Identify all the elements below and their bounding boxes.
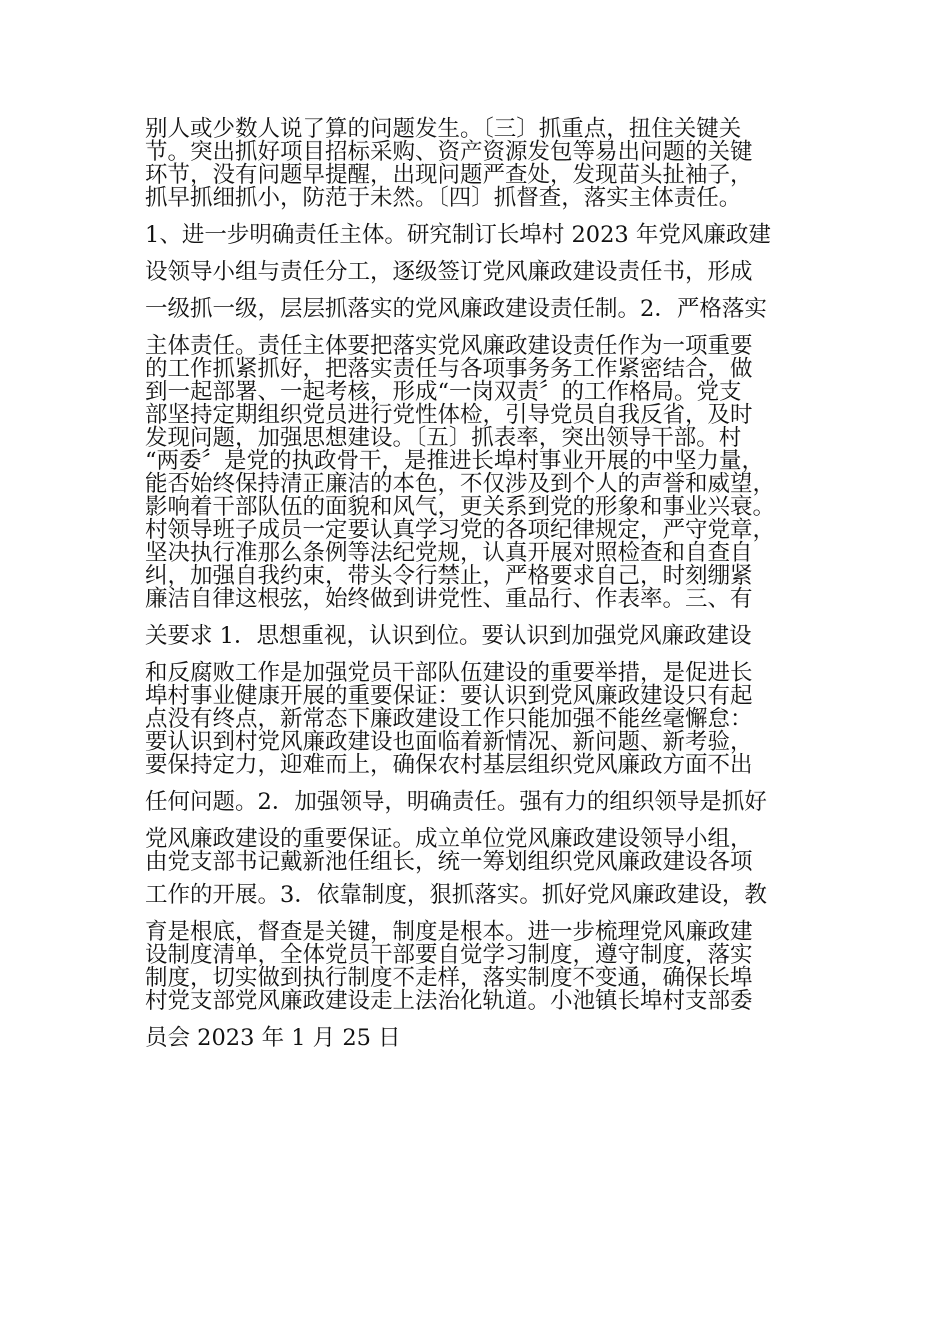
text-line: 抓早抓细抓小，防范于未然。〔四〕抓督查，落实主体责任。 — [145, 185, 742, 211]
text-line: 主体责任。责任主体要把落实党风廉政建设责任作为一项重要 — [145, 333, 753, 359]
text-line: 工作的开展。3．依靠制度，狠抓落实。抓好党风廉政建设，教 — [145, 882, 767, 908]
text-line: 村党支部党风廉政建设走上法治化轨道。小池镇长埠村支部委 — [145, 988, 753, 1014]
text-line: 党风廉政建设的重要保证。成立单位党风廉政建设领导小组， — [145, 826, 753, 852]
text-line: 部坚持定期组织党员进行党性体检，引导党员自我反省，及时 — [145, 402, 753, 428]
text-line: 任何问题。2．加强领导，明确责任。强有力的组织领导是抓好 — [145, 789, 767, 815]
text-line: 能否始终保持清正廉洁的本色，不仅涉及到个人的声誉和威望， — [145, 471, 776, 497]
text-line: 制度，切实做到执行制度不走样，落实制度不变通，确保长埠 — [145, 965, 753, 991]
text-line: 设领导小组与责任分工，逐级签订党风廉政建设责任书，形成 — [145, 259, 753, 285]
text-line: 纠，加强自我约束，带头令行禁止，严格要求自己，时刻绷紧 — [145, 563, 753, 589]
text-line: “两委〞是党的执政骨干，是推进长埠村事业开展的中坚力量， — [145, 448, 765, 474]
text-line: 影响着干部队伍的面貌和风气，更关系到党的形象和事业兴衰。 — [145, 494, 776, 520]
text-line: 别人或少数人说了算的问题发生。〔三〕抓重点，扭住关键关 — [145, 116, 742, 142]
text-line: 员会 2023 年 1 月 25 日 — [145, 1025, 401, 1051]
text-line: 廉洁自律这根弦，始终做到讲党性、重品行、作表率。三、有 — [145, 586, 753, 612]
text-line: 设制度清单，全体党员干部要自觉学习制度，遵守制度，落实 — [145, 942, 753, 968]
text-line: 要认识到村党风廉政建设也面临着新情况、新问题、新考验， — [145, 729, 753, 755]
text-line: 关要求 1．思想重视，认识到位。要认识到加强党风廉政建设 — [145, 623, 752, 649]
text-line: 节。突出抓好项目招标采购、资产资源发包等易出问题的关键 — [145, 139, 753, 165]
text-line: 的工作抓紧抓好，把落实责任与各项事务务工作紧密结合，做 — [145, 356, 753, 382]
text-line: 到一起部署、一起考核，形成“一岗双责〞的工作格局。党支 — [145, 379, 742, 405]
text-line: 要保持定力，迎难而上，确保农村基层组织党风廉政方面不出 — [145, 752, 753, 778]
text-line: 一级抓一级，层层抓落实的党风廉政建设责任制。2．严格落实 — [145, 296, 767, 322]
text-line: 1、进一步明确责任主体。研究制订长埠村 2023 年党风廉政建 — [145, 222, 771, 248]
text-line: 点没有终点，新常态下廉政建设工作只能加强不能丝毫懈怠： — [145, 706, 753, 732]
text-line: 育是根底，督查是关键，制度是根本。进一步梳理党风廉政建 — [145, 919, 753, 945]
text-line: 村领导班子成员一定要认真学习党的各项纪律规定，严守党章， — [145, 517, 776, 543]
text-line: 环节，没有问题早提醒，出现问题严查处，发现苗头扯袖子， — [145, 162, 753, 188]
document-body-text — [145, 118, 835, 1050]
text-line: 坚决执行准那么条例等法纪党规，认真开展对照检查和自查自 — [145, 540, 753, 566]
text-line: 由党支部书记戴新池任组长，统一筹划组织党风廉政建设各项 — [145, 849, 753, 875]
text-line: 埠村事业健康开展的重要保证：要认识到党风廉政建设只有起 — [145, 683, 753, 709]
text-line: 和反腐败工作是加强党员干部队伍建设的重要举措，是促进长 — [145, 660, 753, 686]
text-line: 发现问题，加强思想建设。〔五〕抓表率，突出领导干部。村 — [145, 425, 742, 451]
